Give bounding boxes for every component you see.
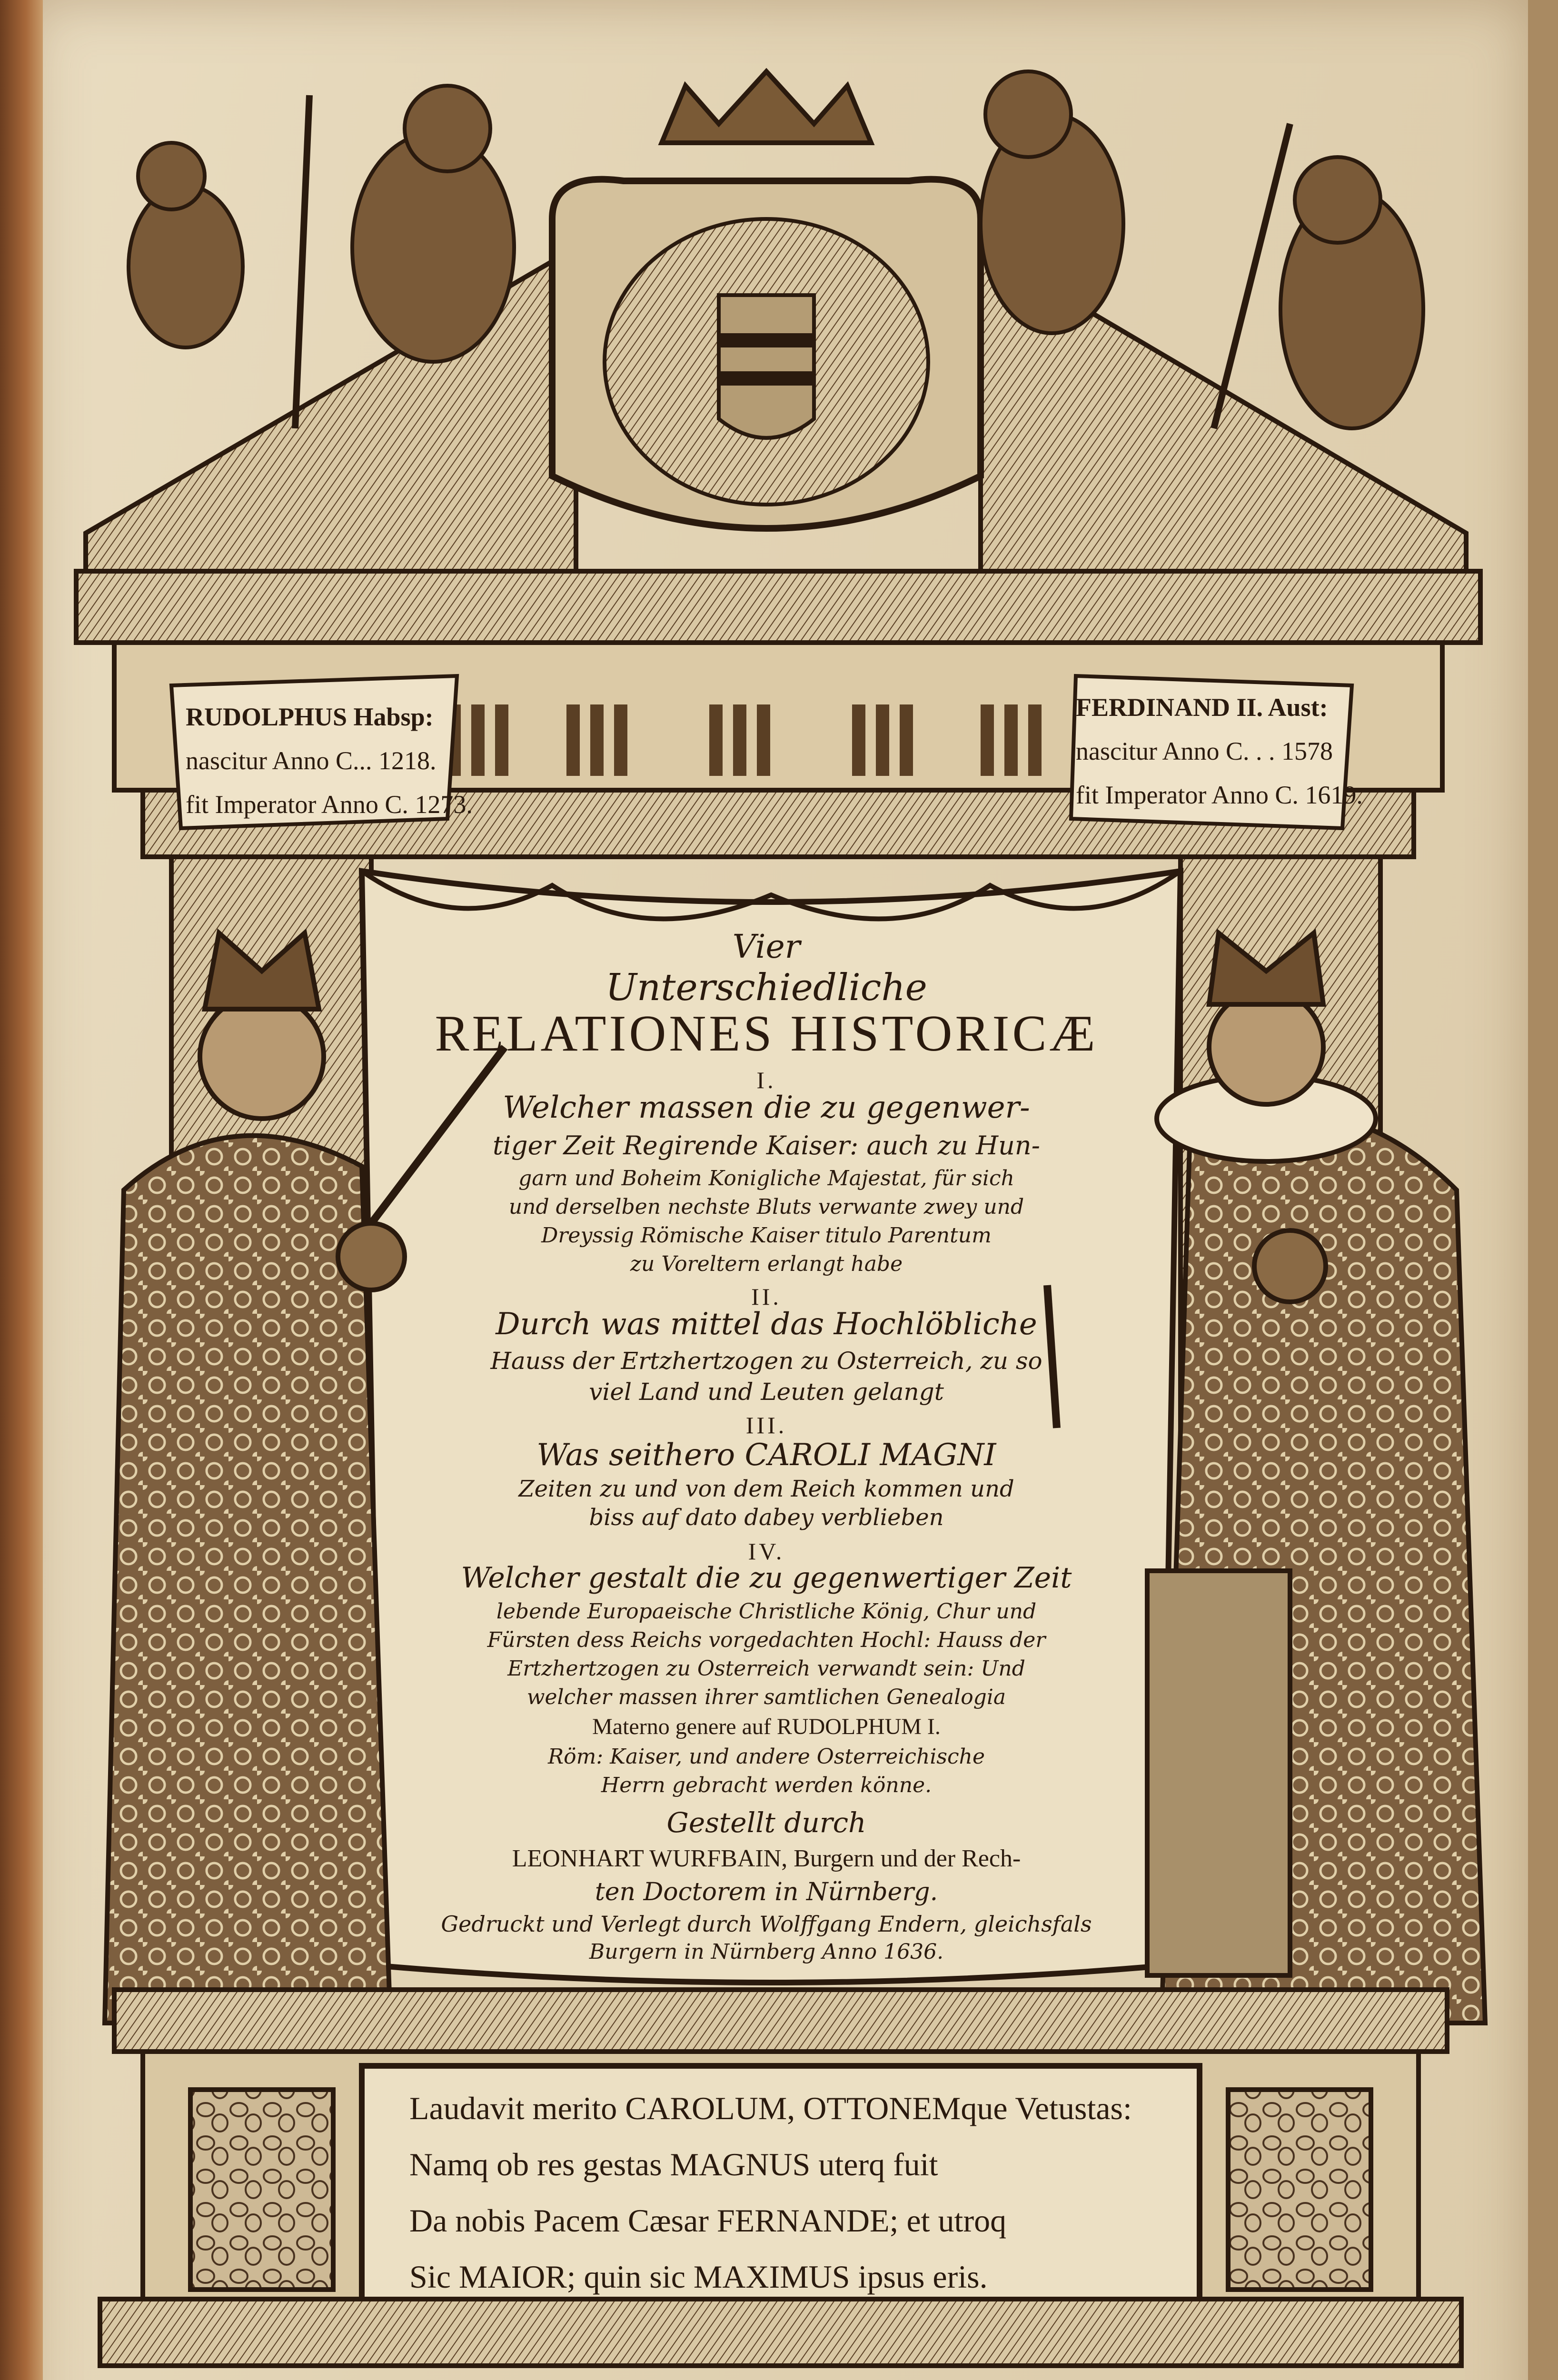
- section-4-line-2: lebende Europaeische Christliche König, Chur und: [496, 1599, 1037, 1624]
- author-name: LEONHART WURFBAIN, Burgern und der Rech-: [512, 1845, 1021, 1872]
- section-4-line-6: Materno genere auf RUDOLPHUM I.: [592, 1714, 941, 1739]
- imprint-line-1: Gedruckt und Verlegt durch Wolffgang Endern, gleichsfals: [441, 1911, 1092, 1937]
- book-binding-edge: [0, 0, 43, 2380]
- section-3-line-1: Was seithero CAROLI MAGNI: [536, 1438, 996, 1473]
- section-4-line-1: Welcher gestalt die zu gegenwertiger Zeit: [461, 1561, 1072, 1595]
- section-1-number: I.: [756, 1067, 776, 1093]
- section-2-line-3: viel Land und Leuten gelangt: [589, 1378, 944, 1406]
- section-4-number: IV.: [748, 1538, 785, 1565]
- section-4-line-7: Röm: Kaiser, und andere Osterreichische: [548, 1745, 985, 1769]
- section-4-line-5: welcher massen ihrer samtlichen Genealogia: [526, 1685, 1006, 1709]
- section-1-line-6: zu Voreltern erlangt habe: [630, 1252, 903, 1276]
- right-plaque-emperor: fit Imperator Anno C. 1619.: [1076, 781, 1363, 809]
- imprint-line-2: Burgern in Nürnberg Anno 1636.: [589, 1940, 944, 1964]
- section-1-line-2: tiger Zeit Regirende Kaiser: auch zu Hun-: [493, 1130, 1040, 1160]
- section-3-line-2: Zeiten zu und von dem Reich kommen und: [518, 1476, 1014, 1502]
- left-plaque-emperor: fit Imperator Anno C. 1273.: [186, 790, 473, 819]
- title-vier: Vier: [732, 928, 801, 966]
- author-degree: ten Doctorem in Nürnberg.: [595, 1878, 938, 1906]
- section-3-line-3: biss auf dato dabey verblieben: [589, 1504, 944, 1531]
- verse-line-4: Sic MAIOR; quin sic MAXIMUS ipsus eris.: [409, 2259, 988, 2295]
- section-1-line-3: garn und Boheim Konigliche Majestat, für sich: [518, 1166, 1014, 1190]
- section-1-line-4: und derselben nechste Bluts verwante zwey und: [508, 1195, 1024, 1219]
- title-relationes-historicae: RELATIONES HISTORICÆ: [435, 1005, 1098, 1062]
- section-4-line-8: Herrn gebracht werden könne.: [601, 1773, 932, 1797]
- imperial-coat-of-arms: [552, 71, 981, 528]
- section-3-number: III.: [745, 1412, 787, 1438]
- right-plaque-birth: nascitur Anno C. . . 1578: [1076, 737, 1333, 765]
- verse-line-3: Da nobis Pacem Cæsar FERNANDE; et utroq: [409, 2202, 1007, 2239]
- latin-verse: [409, 2080, 1219, 2305]
- left-plaque: [186, 695, 473, 826]
- section-2-line-2: Hauss der Ertzhertzogen zu Osterreich, zu so: [490, 1347, 1042, 1375]
- section-4-line-3: Fürsten dess Reichs vorgedachten Hochl: Hauss der: [487, 1628, 1046, 1652]
- section-2-number: II.: [751, 1283, 782, 1310]
- title-unterschiedliche: Unterschiedliche: [605, 966, 927, 1009]
- section-2-line-1: Durch was mittel das Hochlöbliche: [496, 1307, 1037, 1342]
- section-4-line-4: Ertzhertzogen zu Osterreich verwandt sein: Und: [507, 1656, 1025, 1681]
- left-plaque-birth: nascitur Anno C... 1218.: [186, 746, 437, 775]
- section-1-line-5: Dreyssig Römische Kaiser titulo Parentum: [541, 1223, 992, 1248]
- verse-line-1: Laudavit merito CAROLUM, OTTONEMque Vetustas:: [409, 2090, 1132, 2126]
- left-plaque-name: RUDOLPHUS Habsp:: [186, 703, 434, 731]
- author-intro: Gestellt durch: [666, 1806, 866, 1839]
- right-plaque-name: FERDINAND II. Aust:: [1076, 693, 1328, 722]
- title-page: [29, 0, 1528, 2380]
- right-plaque: [1076, 685, 1363, 817]
- verse-line-2: Namq ob res gestas MAGNUS uterq fuit: [409, 2146, 938, 2182]
- section-1-line-1: Welcher massen die zu gegenwer-: [503, 1090, 1030, 1125]
